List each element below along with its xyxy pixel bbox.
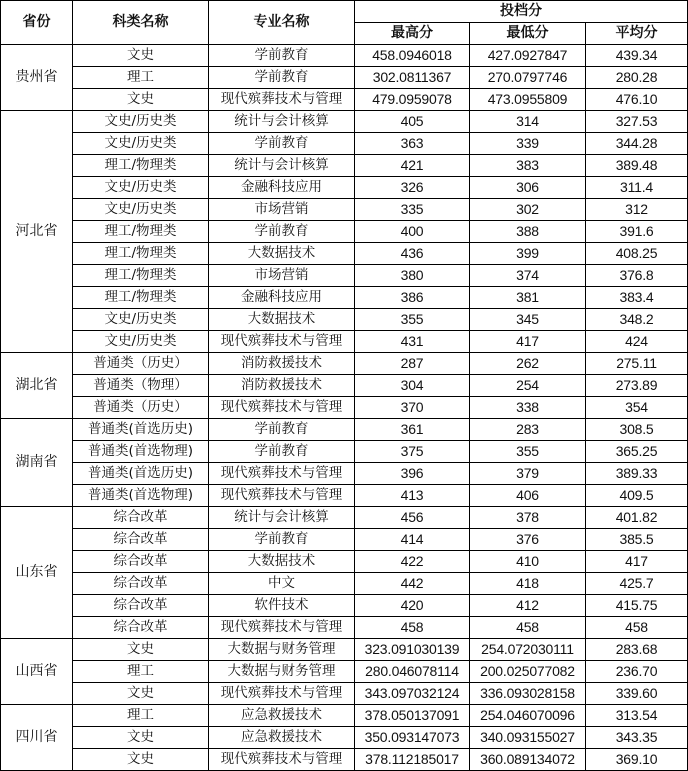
min-score-cell: 283: [470, 419, 586, 441]
avg-score-cell: 275.11: [586, 353, 688, 375]
category-cell: 综合改革: [73, 573, 209, 595]
avg-score-cell: 312: [586, 199, 688, 221]
avg-score-cell: 343.35: [586, 727, 688, 749]
max-score-cell: 442: [355, 573, 470, 595]
avg-score-cell: 376.8: [586, 265, 688, 287]
avg-score-cell: 344.28: [586, 133, 688, 155]
major-cell: 金融科技应用: [209, 177, 355, 199]
table-row: [1, 287, 688, 309]
header-min-score: 最低分: [470, 23, 586, 45]
max-score-cell: 456: [355, 507, 470, 529]
table-row: [1, 221, 688, 243]
max-score-cell: 458: [355, 617, 470, 639]
min-score-cell: 338: [470, 397, 586, 419]
table-row: [1, 177, 688, 199]
category-cell: 综合改革: [73, 617, 209, 639]
max-score-cell: 304: [355, 375, 470, 397]
min-score-cell: 254.072030111: [470, 639, 586, 661]
major-cell: 金融科技应用: [209, 287, 355, 309]
major-cell: 学前教育: [209, 419, 355, 441]
category-cell: 理工: [73, 705, 209, 727]
avg-score-cell: 313.54: [586, 705, 688, 727]
category-cell: 理工/物理类: [73, 265, 209, 287]
min-score-cell: 418: [470, 573, 586, 595]
category-cell: 普通类（物理）: [73, 375, 209, 397]
max-score-cell: 414: [355, 529, 470, 551]
avg-score-cell: 385.5: [586, 529, 688, 551]
max-score-cell: 302.0811367: [355, 67, 470, 89]
avg-score-cell: 383.4: [586, 287, 688, 309]
max-score-cell: 350.093147073: [355, 727, 470, 749]
major-cell: 现代殡葬技术与管理: [209, 397, 355, 419]
major-cell: 学前教育: [209, 45, 355, 67]
table-row: [1, 441, 688, 463]
avg-score-cell: 283.68: [586, 639, 688, 661]
table-row: [1, 617, 688, 639]
province-cell: 贵州省: [1, 45, 73, 111]
category-cell: 普通类（历史）: [73, 353, 209, 375]
min-score-cell: 379: [470, 463, 586, 485]
min-score-cell: 339: [470, 133, 586, 155]
max-score-cell: 287: [355, 353, 470, 375]
major-cell: 消防救援技术: [209, 375, 355, 397]
table-row: [1, 133, 688, 155]
table-header: [1, 1, 688, 45]
min-score-cell: 345: [470, 309, 586, 331]
table-row: [1, 111, 688, 133]
category-cell: 普通类(首选物理): [73, 441, 209, 463]
table-row: [1, 551, 688, 573]
avg-score-cell: 348.2: [586, 309, 688, 331]
header-major: 专业名称: [209, 1, 355, 45]
avg-score-cell: 369.10: [586, 749, 688, 771]
category-cell: 理工: [73, 67, 209, 89]
min-score-cell: 262: [470, 353, 586, 375]
avg-score-cell: 409.5: [586, 485, 688, 507]
table-row: [1, 639, 688, 661]
category-cell: 综合改革: [73, 595, 209, 617]
min-score-cell: 406: [470, 485, 586, 507]
category-cell: 文史: [73, 639, 209, 661]
category-cell: 文史: [73, 749, 209, 771]
major-cell: 统计与会计核算: [209, 507, 355, 529]
category-cell: 文史: [73, 45, 209, 67]
table-row: [1, 331, 688, 353]
table-row: [1, 89, 688, 111]
category-cell: 文史: [73, 727, 209, 749]
category-cell: 综合改革: [73, 507, 209, 529]
table-row: [1, 155, 688, 177]
avg-score-cell: 354: [586, 397, 688, 419]
province-cell: 四川省: [1, 705, 73, 771]
category-cell: 理工/物理类: [73, 243, 209, 265]
avg-score-cell: 424: [586, 331, 688, 353]
max-score-cell: 458.0946018: [355, 45, 470, 67]
major-cell: 现代殡葬技术与管理: [209, 89, 355, 111]
table-body: [1, 45, 688, 771]
max-score-cell: 380: [355, 265, 470, 287]
max-score-cell: 363: [355, 133, 470, 155]
major-cell: 统计与会计核算: [209, 111, 355, 133]
max-score-cell: 413: [355, 485, 470, 507]
category-cell: 理工/物理类: [73, 221, 209, 243]
avg-score-cell: 458: [586, 617, 688, 639]
min-score-cell: 376: [470, 529, 586, 551]
table-row: [1, 463, 688, 485]
category-cell: 文史/历史类: [73, 199, 209, 221]
avg-score-cell: 308.5: [586, 419, 688, 441]
major-cell: 应急救援技术: [209, 705, 355, 727]
table-row: [1, 507, 688, 529]
max-score-cell: 375: [355, 441, 470, 463]
category-cell: 普通类（历史）: [73, 397, 209, 419]
major-cell: 市场营销: [209, 199, 355, 221]
min-score-cell: 383: [470, 155, 586, 177]
min-score-cell: 410: [470, 551, 586, 573]
category-cell: 文史/历史类: [73, 331, 209, 353]
table-row: [1, 419, 688, 441]
min-score-cell: 254.046070096: [470, 705, 586, 727]
category-cell: 综合改革: [73, 551, 209, 573]
table-row: [1, 353, 688, 375]
province-cell: 河北省: [1, 111, 73, 353]
category-cell: 综合改革: [73, 529, 209, 551]
avg-score-cell: 236.70: [586, 661, 688, 683]
max-score-cell: 405: [355, 111, 470, 133]
major-cell: 学前教育: [209, 221, 355, 243]
avg-score-cell: 391.6: [586, 221, 688, 243]
table-row: [1, 661, 688, 683]
avg-score-cell: 417: [586, 551, 688, 573]
min-score-cell: 254: [470, 375, 586, 397]
max-score-cell: 370: [355, 397, 470, 419]
table-row: [1, 375, 688, 397]
max-score-cell: 400: [355, 221, 470, 243]
header-row-1: [1, 1, 688, 23]
avg-score-cell: 476.10: [586, 89, 688, 111]
province-cell: 山西省: [1, 639, 73, 705]
table-row: [1, 45, 688, 67]
header-category: 科类名称: [73, 1, 209, 45]
major-cell: 大数据技术: [209, 243, 355, 265]
max-score-cell: 343.097032124: [355, 683, 470, 705]
category-cell: 文史: [73, 89, 209, 111]
max-score-cell: 326: [355, 177, 470, 199]
major-cell: 大数据与财务管理: [209, 661, 355, 683]
major-cell: 大数据技术: [209, 551, 355, 573]
min-score-cell: 200.025077082: [470, 661, 586, 683]
max-score-cell: 280.046078114: [355, 661, 470, 683]
table-row: [1, 683, 688, 705]
max-score-cell: 431: [355, 331, 470, 353]
province-cell: 湖北省: [1, 353, 73, 419]
max-score-cell: 378.050137091: [355, 705, 470, 727]
table-row: [1, 727, 688, 749]
major-cell: 统计与会计核算: [209, 155, 355, 177]
avg-score-cell: 280.28: [586, 67, 688, 89]
min-score-cell: 360.089134072: [470, 749, 586, 771]
table-row: [1, 749, 688, 771]
min-score-cell: 306: [470, 177, 586, 199]
min-score-cell: 399: [470, 243, 586, 265]
major-cell: 应急救援技术: [209, 727, 355, 749]
major-cell: 学前教育: [209, 441, 355, 463]
header-score-group: 投档分: [355, 1, 688, 23]
table-row: [1, 705, 688, 727]
avg-score-cell: 408.25: [586, 243, 688, 265]
avg-score-cell: 365.25: [586, 441, 688, 463]
category-cell: 文史/历史类: [73, 177, 209, 199]
max-score-cell: 355: [355, 309, 470, 331]
major-cell: 大数据技术: [209, 309, 355, 331]
min-score-cell: 340.093155027: [470, 727, 586, 749]
major-cell: 现代殡葬技术与管理: [209, 463, 355, 485]
major-cell: 学前教育: [209, 133, 355, 155]
header-max-score: 最高分: [355, 23, 470, 45]
min-score-cell: 412: [470, 595, 586, 617]
min-score-cell: 378: [470, 507, 586, 529]
category-cell: 文史/历史类: [73, 309, 209, 331]
table-row: [1, 199, 688, 221]
major-cell: 现代殡葬技术与管理: [209, 749, 355, 771]
avg-score-cell: 439.34: [586, 45, 688, 67]
min-score-cell: 314: [470, 111, 586, 133]
avg-score-cell: 425.7: [586, 573, 688, 595]
min-score-cell: 388: [470, 221, 586, 243]
category-cell: 文史/历史类: [73, 111, 209, 133]
max-score-cell: 479.0959078: [355, 89, 470, 111]
category-cell: 理工: [73, 661, 209, 683]
min-score-cell: 302: [470, 199, 586, 221]
major-cell: 现代殡葬技术与管理: [209, 683, 355, 705]
avg-score-cell: 401.82: [586, 507, 688, 529]
table-row: [1, 243, 688, 265]
category-cell: 理工/物理类: [73, 155, 209, 177]
min-score-cell: 355: [470, 441, 586, 463]
min-score-cell: 270.0797746: [470, 67, 586, 89]
min-score-cell: 458: [470, 617, 586, 639]
max-score-cell: 420: [355, 595, 470, 617]
table-row: [1, 485, 688, 507]
avg-score-cell: 327.53: [586, 111, 688, 133]
min-score-cell: 374: [470, 265, 586, 287]
avg-score-cell: 389.33: [586, 463, 688, 485]
max-score-cell: 378.112185017: [355, 749, 470, 771]
min-score-cell: 381: [470, 287, 586, 309]
table-row: [1, 309, 688, 331]
category-cell: 文史: [73, 683, 209, 705]
province-cell: 山东省: [1, 507, 73, 639]
min-score-cell: 417: [470, 331, 586, 353]
avg-score-cell: 339.60: [586, 683, 688, 705]
max-score-cell: 323.091030139: [355, 639, 470, 661]
max-score-cell: 436: [355, 243, 470, 265]
avg-score-cell: 273.89: [586, 375, 688, 397]
table-row: [1, 67, 688, 89]
min-score-cell: 336.093028158: [470, 683, 586, 705]
table-row: [1, 397, 688, 419]
major-cell: 消防救援技术: [209, 353, 355, 375]
major-cell: 学前教育: [209, 67, 355, 89]
max-score-cell: 335: [355, 199, 470, 221]
max-score-cell: 386: [355, 287, 470, 309]
max-score-cell: 422: [355, 551, 470, 573]
category-cell: 普通类(首选历史): [73, 419, 209, 441]
major-cell: 现代殡葬技术与管理: [209, 485, 355, 507]
major-cell: 软件技术: [209, 595, 355, 617]
province-cell: 湖南省: [1, 419, 73, 507]
category-cell: 文史/历史类: [73, 133, 209, 155]
max-score-cell: 361: [355, 419, 470, 441]
major-cell: 现代殡葬技术与管理: [209, 617, 355, 639]
major-cell: 学前教育: [209, 529, 355, 551]
table-row: [1, 573, 688, 595]
category-cell: 理工/物理类: [73, 287, 209, 309]
avg-score-cell: 389.48: [586, 155, 688, 177]
max-score-cell: 421: [355, 155, 470, 177]
table-row: [1, 529, 688, 551]
major-cell: 大数据与财务管理: [209, 639, 355, 661]
min-score-cell: 473.0955809: [470, 89, 586, 111]
avg-score-cell: 311.4: [586, 177, 688, 199]
major-cell: 中文: [209, 573, 355, 595]
max-score-cell: 396: [355, 463, 470, 485]
table-row: [1, 265, 688, 287]
major-cell: 现代殡葬技术与管理: [209, 331, 355, 353]
major-cell: 市场营销: [209, 265, 355, 287]
table-row: [1, 595, 688, 617]
avg-score-cell: 415.75: [586, 595, 688, 617]
category-cell: 普通类(首选物理): [73, 485, 209, 507]
category-cell: 普通类(首选历史): [73, 463, 209, 485]
header-avg-score: 平均分: [586, 23, 688, 45]
header-province: 省份: [1, 1, 73, 45]
min-score-cell: 427.0927847: [470, 45, 586, 67]
